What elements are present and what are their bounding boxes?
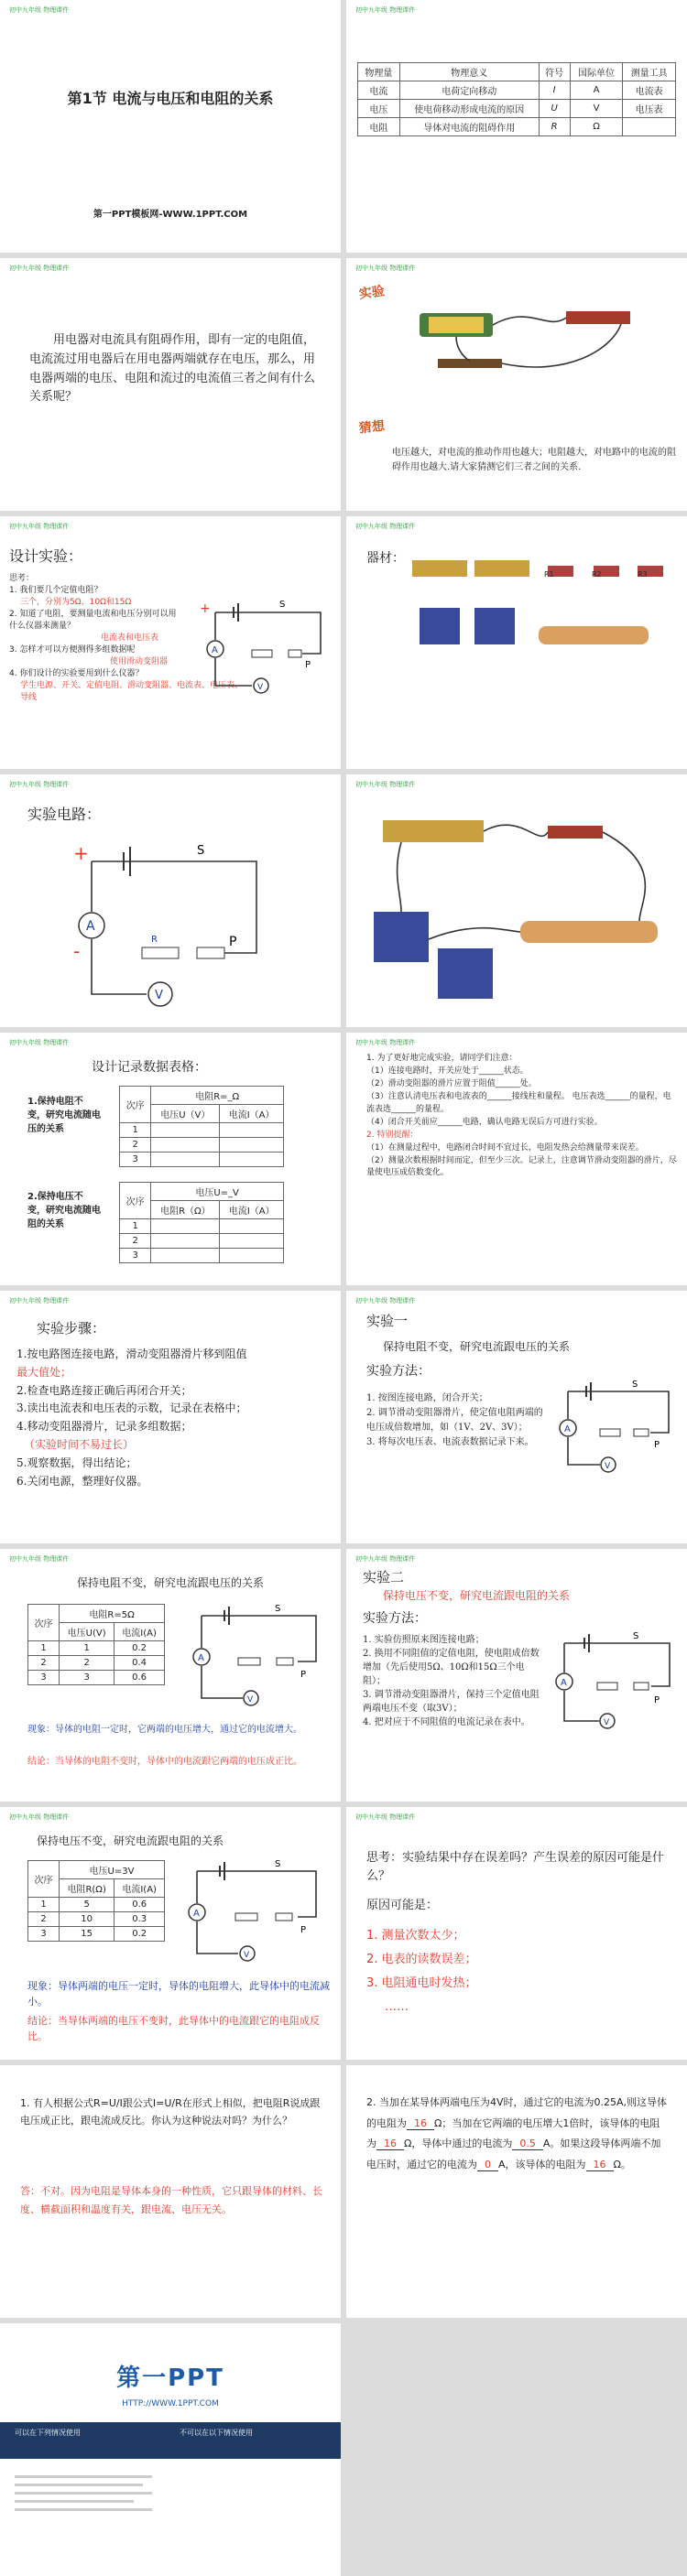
slide-19[interactable] [0, 2323, 341, 2576]
step: 1.按电路图连接电路，滑动变阻器滑片移到阻值 [16, 1348, 247, 1360]
experiment-label: 实验 [357, 284, 386, 302]
svg-text:V: V [257, 683, 264, 692]
voltmeter-icon [474, 608, 515, 644]
input-cell[interactable] [220, 1219, 284, 1234]
slide-8[interactable] [346, 774, 687, 1027]
slide-3[interactable] [0, 258, 341, 511]
svg-text:S: S [633, 1631, 639, 1641]
slide-title: 实验步骤： [37, 1320, 106, 1337]
reason-item: …… [385, 2000, 409, 2014]
q2: 2. 知道了电阻，要测量电流和电压分别可以用什么仪器来测量？ [9, 610, 177, 632]
answer-blank[interactable]: 16 [407, 2117, 434, 2130]
rheostat-icon [197, 947, 224, 958]
col-header: 电流I（A） [220, 1105, 284, 1123]
svg-text:A: A [198, 1653, 204, 1663]
reason-item: 1. 测量次数太少； [366, 1929, 465, 1943]
slide-header: 初中九年级 物理课件 [9, 1039, 70, 1046]
method-title: 实验方法： [363, 1611, 427, 1626]
circuit-diagram [179, 1857, 330, 1972]
exercise-text: 2. 当加在某导体两端电压为4V时，通过它的电流为0.25A,则这导体的电阻为 [366, 2096, 668, 2129]
conclusion: 结论：当导体的电阻不变时，导体中的电流跟它两端的电压成正比。 [27, 1757, 302, 1767]
reason-item: 2. 电表的读数误差； [366, 1953, 477, 1966]
cell: U [539, 100, 570, 118]
method-list [363, 1633, 541, 1729]
answer-blank[interactable]: 0.5 [512, 2138, 543, 2150]
col-header: 国际单位 [570, 63, 623, 81]
switch-icon [566, 311, 630, 324]
cell: 5 [60, 1898, 114, 1912]
special-note-title: 2. 特别提醒： [366, 1130, 419, 1140]
notes-list [366, 1053, 678, 1180]
slide-header: 初中九年级 物理课件 [355, 6, 416, 14]
resistor-icon [142, 947, 179, 958]
slide-title: 保持电阻不变，研究电流跟电压的关系 [76, 1576, 264, 1589]
slide-header: 初中九年级 物理课件 [9, 781, 70, 788]
svg-text:V: V [155, 989, 163, 1002]
col-header: 电阻R=5Ω [60, 1605, 165, 1623]
cell: A [570, 81, 623, 100]
method-title: 实验方法： [366, 1364, 431, 1379]
note-line: 1. 为了更好地完成实验，请同学们注意： [366, 1054, 518, 1063]
exercise-text: Ω；当加在它两端的电压增大1倍时，该导体的电阻为 [366, 2116, 660, 2150]
svg-text:S: S [632, 1380, 638, 1390]
col-header: 物理量 [358, 63, 400, 81]
cell: 1 [28, 1641, 60, 1656]
cell: 2 [28, 1656, 60, 1671]
rheostat-icon [539, 626, 649, 644]
slide-subtitle: 保持电压不变，研究电流跟电阻的关系 [383, 1589, 571, 1602]
slide-5[interactable] [0, 516, 341, 769]
input-cell[interactable] [151, 1249, 220, 1263]
forbidden-use-label: 不可以在以下情况使用 [180, 2429, 253, 2437]
observation: 现象：导体的电阻一定时，它两端的电压增大，通过它的电流增大。 [27, 1725, 302, 1735]
note-line: （2）滑动变阻器的滑片应置于阻值______处。 [366, 1078, 537, 1088]
input-cell[interactable] [220, 1138, 284, 1153]
question: 1. 有人根据公式R=U/I跟公式I=U/R在形式上相似，把电阻R说成跟电压成正比，跟电流成反比。你认为这种说法对吗？为什么？ [20, 2097, 321, 2127]
cell: 0.2 [114, 1641, 165, 1656]
slide-16[interactable] [346, 1807, 687, 2060]
slide-14[interactable] [346, 1549, 687, 1802]
cell: 电压 [358, 100, 400, 118]
cell: 3 [28, 1927, 60, 1942]
method-step: 1. 按图连接电路，闭合开关； [366, 1393, 488, 1403]
slide-header: 初中九年级 物理课件 [9, 1813, 70, 1821]
cell: 1 [28, 1898, 60, 1912]
slide-header: 初中九年级 物理课件 [355, 523, 416, 530]
svg-text:+: + [73, 842, 89, 864]
physics-quantity-table [357, 62, 676, 136]
answer-blank[interactable]: 0 [477, 2159, 498, 2171]
slide-18[interactable] [346, 2065, 687, 2318]
cell: 电流 [358, 81, 400, 100]
col-header: 电阻R=_Ω [151, 1087, 284, 1105]
reason-item: 3. 电阻通电时发热； [366, 1976, 477, 1990]
col-header: 次序 [120, 1087, 151, 1123]
guess-text: 电压越大，对电流的推动作用也越大；电阻越大，对电路中的电流的阻碍作用也越大.请大家猜测它们三者之间的关系. [392, 448, 676, 472]
input-cell[interactable] [151, 1153, 220, 1167]
circuit-diagram [546, 1629, 683, 1735]
note-line: （2）测量次数根据时间而定，但至少三次。记录上，注意调节滑动变阻器的滑片，尽量使电压成倍数变化。 [366, 1155, 677, 1178]
r3-label: R3 [638, 570, 648, 579]
cell [623, 118, 676, 136]
cell: 导体对电流的阻碍作用 [399, 118, 539, 136]
brand-logo: 第一PPT [116, 2365, 224, 2392]
col-header: 电压U（V） [151, 1105, 220, 1123]
svg-text:V: V [604, 1718, 610, 1727]
cell: 1 [120, 1219, 151, 1234]
svg-text:+: + [200, 601, 211, 616]
step-highlight: 最大值处； [16, 1365, 72, 1379]
cell: 3 [120, 1153, 151, 1167]
cell: Ω [570, 118, 623, 136]
resistor-icon [238, 1658, 260, 1665]
svg-text:-: - [73, 940, 81, 962]
input-cell[interactable] [151, 1123, 220, 1138]
input-cell[interactable] [220, 1153, 284, 1167]
slide-header: 初中九年级 物理课件 [355, 265, 416, 272]
method-step: 3. 将每次电压表、电流表数据记录下来。 [366, 1437, 534, 1447]
svg-text:S: S [275, 1859, 281, 1869]
cell: 1 [60, 1641, 114, 1656]
input-cell[interactable] [220, 1234, 284, 1249]
slide-20-empty [346, 2323, 687, 2576]
allowed-use-label: 可以在下列情况使用 [15, 2429, 81, 2437]
svg-text:A: A [86, 919, 95, 934]
circuit-photo-illustration [401, 295, 667, 395]
slide-12[interactable] [346, 1291, 687, 1543]
svg-text:P: P [654, 1695, 660, 1705]
step: 6.关闭电源，整理好仪器。 [16, 1474, 148, 1488]
cell: 15 [60, 1927, 114, 1942]
questions [9, 573, 244, 705]
cell: 0.3 [114, 1912, 165, 1927]
cell: 0.4 [114, 1656, 165, 1671]
slide-header: 初中九年级 物理课件 [355, 1297, 416, 1304]
slide-6[interactable] [346, 516, 687, 769]
brand-url[interactable]: HTTP://WWW.1PPT.COM [122, 2399, 219, 2408]
method-step: 3. 调节滑动变阻器滑片，保持三个定值电阻两端电压不变（取3V）； [363, 1690, 540, 1714]
slide-title: 设计记录数据表格： [92, 1060, 207, 1075]
input-cell[interactable] [151, 1219, 220, 1234]
svg-text:A: A [193, 1909, 200, 1919]
step: 4.移动变阻器滑片，记录多组数据； [16, 1420, 192, 1434]
note-line: （4）闭合开关前应______电路，确认电路无误后方可进行实验。 [366, 1117, 603, 1127]
circuit-diagram [197, 594, 334, 704]
exercise-text: Ω。 [613, 2158, 631, 2170]
a1: 三个，分别为5Ω、10Ω和15Ω [20, 598, 132, 608]
cell: R [539, 118, 570, 136]
col-header: 物理意义 [399, 63, 539, 81]
slide-title: 第1节 电流与电压和电阻的关系 [67, 90, 274, 107]
svg-text:V: V [605, 1462, 611, 1471]
slide-11[interactable] [0, 1291, 341, 1543]
svg-text:V: V [247, 1695, 254, 1705]
rheostat-icon [520, 921, 658, 943]
resistor-icon [597, 1683, 617, 1690]
slide-title: 设计实验： [9, 547, 83, 565]
slide-9[interactable] [0, 1033, 341, 1285]
cell: 2 [120, 1234, 151, 1249]
reasons-list [366, 1924, 477, 2019]
slide-header: 初中九年级 物理课件 [9, 6, 70, 14]
cell: 10 [60, 1912, 114, 1927]
r1-label: R1 [544, 570, 554, 579]
svg-text:S: S [275, 1604, 281, 1614]
cell: 3 [60, 1671, 114, 1685]
slide-10[interactable] [346, 1033, 687, 1285]
col-header: 次序 [28, 1605, 60, 1641]
cell: 2 [120, 1138, 151, 1153]
svg-text:S: S [279, 600, 286, 610]
slide-header: 初中九年级 物理课件 [355, 1555, 416, 1563]
col-header: 电压U=_V [151, 1183, 284, 1201]
slide-header: 初中九年级 物理课件 [9, 1555, 70, 1563]
slide-header: 初中九年级 物理课件 [355, 1039, 416, 1046]
svg-text:P: P [300, 1670, 307, 1680]
svg-text:A: A [564, 1424, 571, 1434]
q3: 3. 怎样才可以方便测得多组数据呢 [9, 645, 136, 655]
slide-15[interactable] [0, 1807, 341, 2060]
circuit-diagram [550, 1378, 682, 1478]
method-step: 2. 换用不同阻值的定值电阻，使电阻成倍数增加（先后使用5Ω、10Ω和15Ω三个电阻）； [363, 1649, 540, 1686]
col-header: 电阻R（Ω） [151, 1201, 220, 1219]
cell: 0.2 [114, 1927, 165, 1942]
col-header: 电流I(A) [114, 1879, 165, 1898]
svg-text:P: P [300, 1925, 307, 1935]
left-note-1: 1.保持电阻不变，研究电流随电压的关系 [27, 1097, 101, 1134]
slide-title: 实验二 [363, 1569, 405, 1586]
step: 3.读出电流表和电压表的示数，记录在表格中； [16, 1402, 247, 1415]
col-header: 电压U=3V [60, 1861, 165, 1879]
cell: 0.6 [114, 1898, 165, 1912]
slide-header: 初中九年级 物理课件 [9, 1297, 70, 1304]
svg-text:P: P [654, 1440, 660, 1450]
cell: 2 [28, 1912, 60, 1927]
note-line: （1）连接电路时，开关应处于______状态。 [366, 1066, 529, 1076]
ammeter-icon [374, 912, 429, 962]
voltmeter-icon [438, 948, 493, 999]
svg-text:P: P [229, 935, 237, 949]
svg-text:S: S [197, 844, 205, 858]
slide-header: 初中九年级 物理课件 [9, 265, 70, 272]
question: 思考：实验结果中存在误差吗？产生误差的原因可能是什么？ [366, 1851, 665, 1883]
cell: 电阻 [358, 118, 400, 136]
exercise-text: Ω，导体中通过的电流为 [404, 2138, 513, 2150]
answer-blank[interactable]: 16 [376, 2138, 404, 2150]
guess-label: 猜想 [358, 418, 386, 437]
record-table-1 [119, 1086, 284, 1167]
note-line: （1）在测量过程中，电路闭合时间不宜过长，电阻发热会给测量带来误差。 [366, 1142, 644, 1153]
col-header: 符号 [539, 63, 570, 81]
svg-text:A: A [561, 1678, 567, 1688]
step-highlight: （实验时间不易过长） [24, 1437, 135, 1451]
cell: 电压表 [623, 100, 676, 118]
slide-title: 实验一 [366, 1313, 409, 1329]
col-header: 电流I(A) [114, 1623, 165, 1641]
equipment-illustration [410, 553, 676, 736]
record-table-2 [119, 1182, 284, 1263]
resistor-icon [252, 650, 272, 657]
svg-text:V: V [244, 1951, 250, 1960]
slide-1[interactable] [0, 0, 341, 253]
col-header: 电流I（A） [220, 1201, 284, 1219]
exercise-text: A。如果这段导体两端不加电压时，通过它的电流为 [366, 2138, 661, 2170]
circuit-diagram [183, 1602, 330, 1716]
q1: 1. 我们要几个定值电阻？ [9, 586, 103, 596]
equipment-label: 器材： [366, 551, 405, 566]
exercise-text: A，该导体的电阻为 [498, 2158, 586, 2170]
cell: 3 [28, 1671, 60, 1685]
q-head: 思考： [9, 574, 35, 583]
step: 2.检查电路连接正确后再闭合开关； [16, 1383, 192, 1397]
cell: 电荷定向移动 [399, 81, 539, 100]
answer-blank[interactable]: 16 [586, 2159, 614, 2171]
method-list [366, 1391, 545, 1450]
a3: 使用滑动变阻器 [110, 657, 169, 667]
input-cell[interactable] [220, 1249, 284, 1263]
conclusion: 结论：当导体两端的电压不变时，此导体中的电流跟它的电阻成反比。 [27, 2015, 320, 2042]
resistor-icon [600, 1429, 620, 1436]
circuit-diagram [55, 834, 284, 1017]
cell: 3 [120, 1249, 151, 1263]
wired-equipment-illustration [365, 811, 676, 1012]
slide-title: 保持电压不变，研究电流跟电阻的关系 [37, 1835, 224, 1847]
result-table [27, 1860, 165, 1942]
col-header: 次序 [120, 1183, 151, 1219]
r2-label: R2 [592, 570, 602, 579]
slide-13[interactable] [0, 1549, 341, 1802]
battery-icon [383, 820, 484, 842]
cell: V [570, 100, 623, 118]
observation: 现象：导体两端的电压一定时，导体的电阻增大，此导体中的电流减小。 [27, 1980, 330, 2008]
slide-subtitle: 第一PPT模板网-WWW.1PPT.COM [93, 210, 248, 220]
slide-17[interactable] [0, 2065, 341, 2318]
slide-title: 实验电路： [27, 806, 102, 823]
switch-icon [548, 826, 603, 839]
step: 5.观察数据，得出结论； [16, 1456, 137, 1469]
steps-list [16, 1346, 328, 1490]
col-header: 测量工具 [623, 63, 676, 81]
method-step: 1. 实验仿照原来图连接电路； [363, 1635, 485, 1645]
method-step: 2. 调节滑动变阻器滑片，使定值电阻两端的电压成倍数增加，如（1V、2V、3V）； [366, 1408, 543, 1433]
cell: 1 [120, 1123, 151, 1138]
cell: 0.6 [114, 1671, 165, 1685]
col-header: 电压U(V) [60, 1623, 114, 1641]
input-cell[interactable] [151, 1138, 220, 1153]
note-line: （3）注意认清电压表和电流表的______接线柱和量程。 电压表选______的量程，电流表选______的量程。 [366, 1091, 671, 1114]
svg-text:R: R [151, 935, 158, 945]
method-step: 4. 把对应于不同阻值的电流记录在表中。 [363, 1717, 530, 1727]
reason-title: 原因可能是： [366, 1899, 439, 1912]
q4: 4. 你们设计的实验要用到什么仪器？ [9, 669, 144, 679]
slide-7[interactable] [0, 774, 341, 1027]
col-header: 电阻R(Ω) [60, 1879, 114, 1898]
cell: 2 [60, 1656, 114, 1671]
resistor-icon [235, 1913, 257, 1921]
svg-text:A: A [212, 645, 218, 655]
slide-subtitle: 保持电阻不变，研究电流跟电压的关系 [383, 1340, 571, 1353]
slide-header: 初中九年级 物理课件 [355, 781, 416, 788]
cell: 电流表 [623, 81, 676, 100]
battery-icon [412, 560, 467, 577]
answer: 答：不对。因为电阻是导体本身的一种性质，它只跟导体的材料、长度、横截面积和温度有关，跟电流、电压无关。 [20, 2185, 322, 2216]
ammeter-icon [420, 608, 460, 644]
svg-text:P: P [305, 660, 311, 670]
exercise [366, 2093, 669, 2175]
intro-text: 用电器对电流具有阻碍作用，即有一定的电阻值，电流流过用电器后在用电器两端就存在电压，那么，用电器两端的电压、电阻和流过的电流值三者之间有什么关系呢？ [29, 333, 316, 405]
slide-header: 初中九年级 物理课件 [355, 1813, 416, 1821]
input-cell[interactable] [220, 1123, 284, 1138]
input-cell[interactable] [151, 1234, 220, 1249]
footer-banner [0, 2422, 341, 2459]
a2: 电流表和电压表 [101, 633, 159, 644]
left-note-2: 2.保持电压不变，研究电流随电阻的关系 [27, 1192, 101, 1229]
col-header: 次序 [28, 1861, 60, 1898]
slide-2[interactable] [346, 0, 687, 253]
slide-4[interactable] [346, 258, 687, 511]
link-list [15, 2470, 326, 2561]
cell: 使电荷移动形成电流的原因 [399, 100, 539, 118]
a4: 学生电源、开关、定值电阻、滑动变阻器、电流表、电压表、导线 [20, 681, 244, 703]
slide-header: 初中九年级 物理课件 [9, 523, 70, 530]
cell: I [539, 81, 570, 100]
result-table [27, 1604, 165, 1685]
